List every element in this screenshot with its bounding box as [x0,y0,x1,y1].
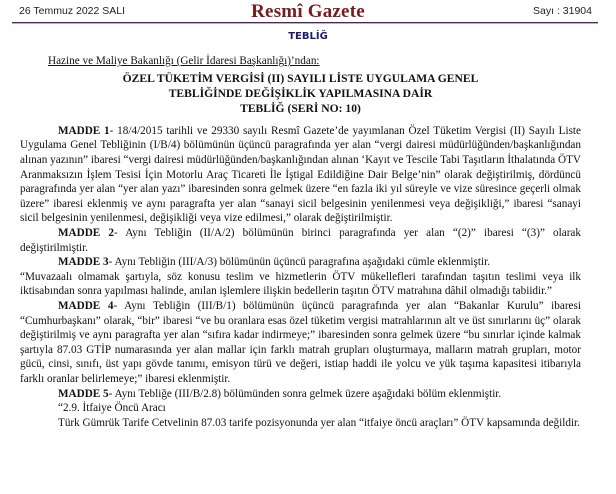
article-text: - Aynı Tebliğin (III/B/1) bölümünün üçüncü paragrafında yer alan “Bakanlar Kurulu” ibaresi “Cumhurbaşkanı” olarak, “bir” ibaresi “ve bu oranlara esas özel tüketim vergisi matrahlarının alt ve üst sınırlarını üç” olarak değiştirilmiş ve aynı paragrafta yer alan “sıfıra kadar indirmeye;” ibaresinden sonra gelmek üzere “bu sınırlar içinde kalmak şartıyla 87.03 GTİP numarasında yer alan mallar için farklı matrah grupları oluşturmaya, malların matrah grupları, motor gücü, cinsi, sınıfı, üst yapı gövde tanımı, emisyon türü ve değeri, istiap haddi ile yolcu ve yük taşıma kapasitesi itibarıyla farklı oranlar belirlemeye;” ibaresi eklenmiştir. [20,299,581,385]
article-5-subheading: “2.9. İtfaiye Öncü Aracı [58,402,166,415]
article-label: MADDE 4 [58,299,114,312]
article-label: MADDE 3 [58,256,109,269]
issue-number: Sayı : 31904 [533,5,592,17]
article-text: - 18/4/2015 tarihli ve 29330 sayılı Resmî Gazete’de yayımlanan Özel Tüketim Vergisi (II) Sayılı Liste Uygulama Genel Tebliğinin (I/B/4) bölümünün üçüncü paragrafında yer alan “vergi dairesi müdürlüğünden/başkanlığından alınan yazının” ibaresi “vergi dairesi müdürlüğünden/başkanlığından alınan ‘Kayıt ve Tescile Tabi Taşıtların İthalatında ÖTV Aranmaksızın İşlem Tesisi İçin Motorlu Araç Ticareti İle İştigal Edildiğine Dair Belge’nin” olarak değiştirilmiş, dördüncü paragrafında yer alan “yer alan yazı” ibaresinden sonra gelmek üzere “en fazla iki yıl süreyle ve vize süresince geçerli olmak üzere” ibaresi eklenmiş ve aynı paragrafta yer alan “sanayi sicil belgesinin yenilenmesi veya değişikliği,” ibaresi “sanayi sicil belgesinin yenilenmesi, değişikliği veya vize edilmesi,” olarak değiştirilmiştir. [20,124,581,225]
article-5 [20,387,581,402]
article-label: MADDE 1 [58,124,110,137]
article-3-quote: “Muvazaalı olmamak şartıyla, söz konusu teslim ve hizmetlerin ÖTV mükellefleri tarafından taşıtın teslimi veya ilk iktisabından sonra yapılması halinde, anılan işlemlere ilişkin bedellerin taşıtın ÖTV matrahına dâhil olmadığı tabiidir.” [20,270,581,298]
document-heading [20,71,581,117]
article-text: - Aynı Tebliğe (III/B/2.8) bölümünden sonra gelmek üzere aşağıdaki bölüm eklenmiştir. [108,387,502,400]
issuer-line: Hazine ve Maliye Bakanlığı (Gelir İdaresi Başkanlığı)’ndan: [48,55,320,67]
masthead-divider [12,22,598,24]
heading-line-3: TEBLİĞ (SERİ NO: 10) [240,102,361,116]
heading-line-1: ÖZEL TÜKETİM VERGİSİ (II) SAYILI LİSTE UYGULAMA GENEL [122,71,479,85]
article-label: MADDE 5 [58,387,109,400]
masthead [0,0,616,24]
article-text: - Aynı Tebliğin (II/A/2) bölümünün birinci paragrafında yer alan “(2)” ibaresi “(3)” olarak değiştirilmiştir. [20,226,581,254]
article-2 [20,226,581,255]
article-4 [20,299,581,387]
gazette-title: Resmî Gazete [251,1,365,22]
section-label: TEBLİĞ [288,31,328,42]
article-text: - Aynı Tebliğin (III/A/3) bölümünün üçüncü paragrafına aşağıdaki cümle eklenmiştir. [108,256,491,269]
heading-line-2: TEBLİĞİNDE DEĞİŞİKLİK YAPILMASINA DAİR [168,87,433,100]
article-1 [20,124,581,226]
article-label: MADDE 2 [58,226,114,239]
document-body [20,54,581,430]
issue-date: 26 Temmuz 2022 SALI [19,5,126,17]
article-5-body: Türk Gümrük Tarife Cetvelinin 87.03 tarife pozisyonunda yer alan “itfaiye öncü araçları” ÖTV kapsamında değildir. [58,416,580,429]
article-3 [20,255,581,270]
